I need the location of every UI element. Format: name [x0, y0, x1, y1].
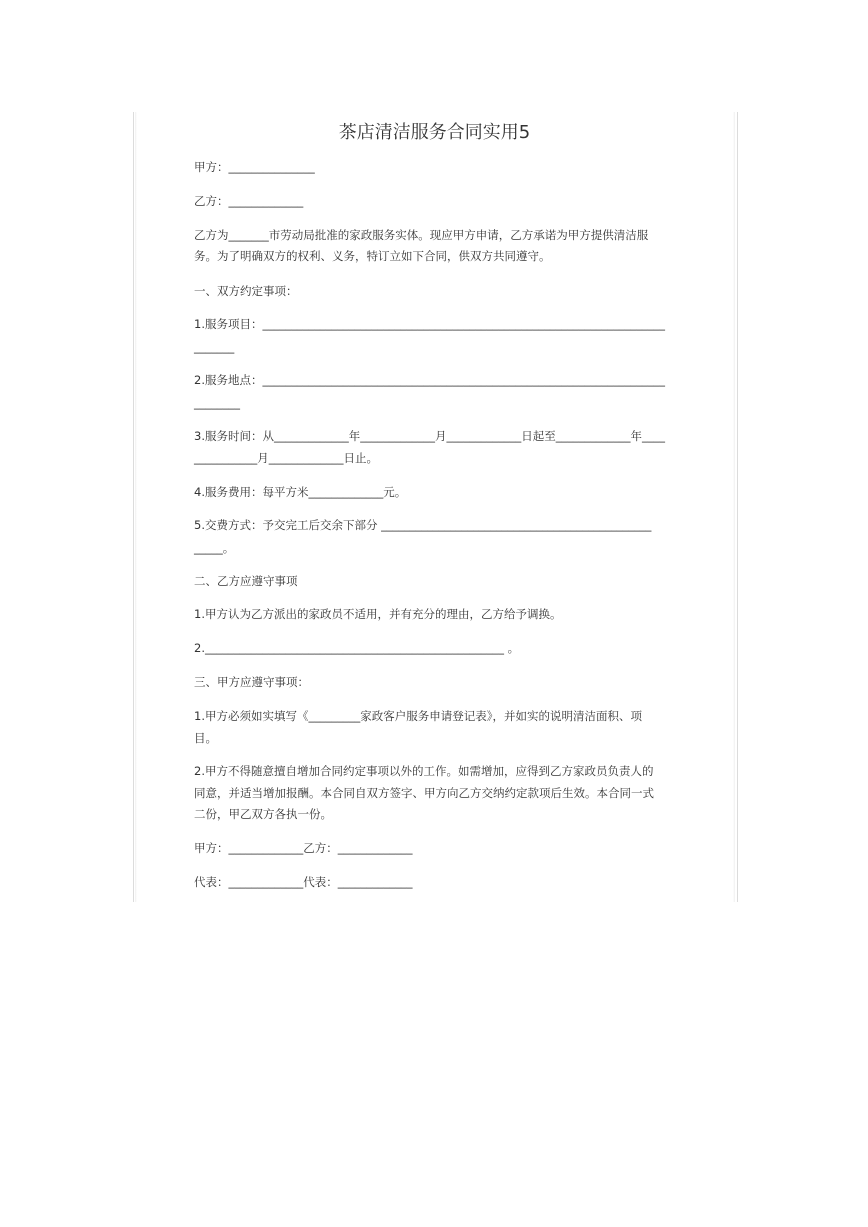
clause-2-2-line: 2.____________________________________________________ 。 — [194, 641, 520, 655]
clause-3-2-line-3: 二份，甲乙双方各执一份。 — [194, 807, 332, 821]
clause-1-3-line-1: 3.服务时间：从_____________年_____________月_____________日起至_____________年____ — [194, 429, 665, 443]
page-shadow-right — [733, 112, 735, 902]
clause-1-2-line-1: 2.服务地点：______________________________________________________________________ — [194, 373, 665, 387]
section-3-heading: 三、甲方应遵守事项： — [194, 675, 309, 689]
section-2-heading: 二、乙方应遵守事项 — [194, 574, 298, 588]
intro-line-1: 乙方为_______市劳动局批准的家政服务实体。现应甲方申请，乙方承诺为甲方提供清洁服 — [194, 228, 649, 242]
clause-3-1-line-2: 目。 — [194, 731, 217, 745]
party-a-line: 甲方：_______________ — [194, 160, 315, 174]
page-shadow-left — [135, 112, 137, 902]
party-b-line: 乙方：_____________ — [194, 194, 304, 208]
clause-3-1-line-1: 1.甲方必须如实填写《_________家政客户服务申请登记表》，并如实的说明清洁面积、项 — [194, 709, 642, 723]
signature-parties-line: 甲方：_____________乙方：_____________ — [194, 841, 413, 855]
clause-1-1-line-1: 1.服务项目：______________________________________________________________________ — [194, 317, 665, 331]
clause-1-4-line: 4.服务费用：每平方米_____________元。 — [194, 485, 407, 499]
clause-3-2-line-2: 同意，并适当增加报酬。本合同自双方签字、甲方向乙方交纳约定款项后生效。本合同一式 — [194, 786, 654, 800]
document-title: 茶店清洁服务合同实用5 — [338, 122, 531, 143]
clause-1-3-line-2: ___________月_____________日止。 — [194, 451, 378, 465]
signature-representatives-line: 代表：_____________代表：_____________ — [194, 875, 413, 889]
clause-1-5-line-1: 5.交费方式：予交完工后交余下部分 _______________________________________________ — [194, 518, 652, 532]
section-1-heading: 一、双方约定事项： — [194, 284, 298, 298]
clause-1-5-line-2: _____。 — [194, 541, 235, 555]
clause-1-1-line-2: _______ — [194, 340, 235, 354]
clause-1-2-line-2: ________ — [194, 396, 240, 410]
intro-line-2: 务。为了明确双方的权利、义务，特订立如下合同，供双方共同遵守。 — [194, 249, 551, 263]
clause-2-1-line: 1.甲方认为乙方派出的家政员不适用，并有充分的理由，乙方给予调换。 — [194, 607, 562, 621]
clause-3-2-line-1: 2.甲方不得随意擅自增加合同约定事项以外的工作。如需增加，应得到乙方家政员负责人的 — [194, 764, 654, 778]
